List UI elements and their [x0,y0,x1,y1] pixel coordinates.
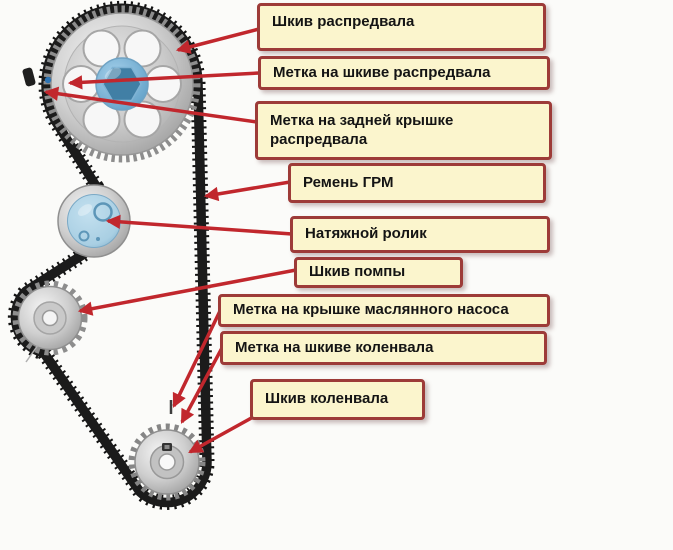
label-rear-cover-mark [255,101,552,160]
label-text: Метка на шкиве коленвала [235,338,434,356]
label-text: Метка на задней крышке распредвала [270,111,454,148]
label-camshaft-pulley-mark [258,56,550,90]
label-oil-pump-cover-mark [218,294,550,327]
label-crankshaft-pulley [250,379,425,420]
label-tensioner-roller [290,216,550,253]
label-text: Шкив помпы [309,263,406,281]
label-text: Натяжной ролик [305,225,427,243]
camshaft-pulley [48,10,197,159]
camshaft-pulley-mark-dot [45,77,51,83]
arrow-to-timing-belt [206,182,290,196]
label-timing-belt [288,163,546,203]
rear-cover-mark-tab [22,67,36,87]
label-camshaft-pulley [257,3,546,51]
label-text: Метка на шкиве распредвала [273,63,491,81]
label-text: Шкив распредвала [272,13,415,30]
arrow-to-camshaft-pulley [178,29,259,50]
label-text: Ремень ГРМ [303,173,394,191]
label-crankshaft-mark [220,331,547,365]
crankshaft-pulley [132,400,202,497]
label-text: Шкив коленвала [265,390,389,408]
label-pump-pulley [294,257,463,288]
label-text: Метка на крышке маслянного насоса [233,301,509,319]
